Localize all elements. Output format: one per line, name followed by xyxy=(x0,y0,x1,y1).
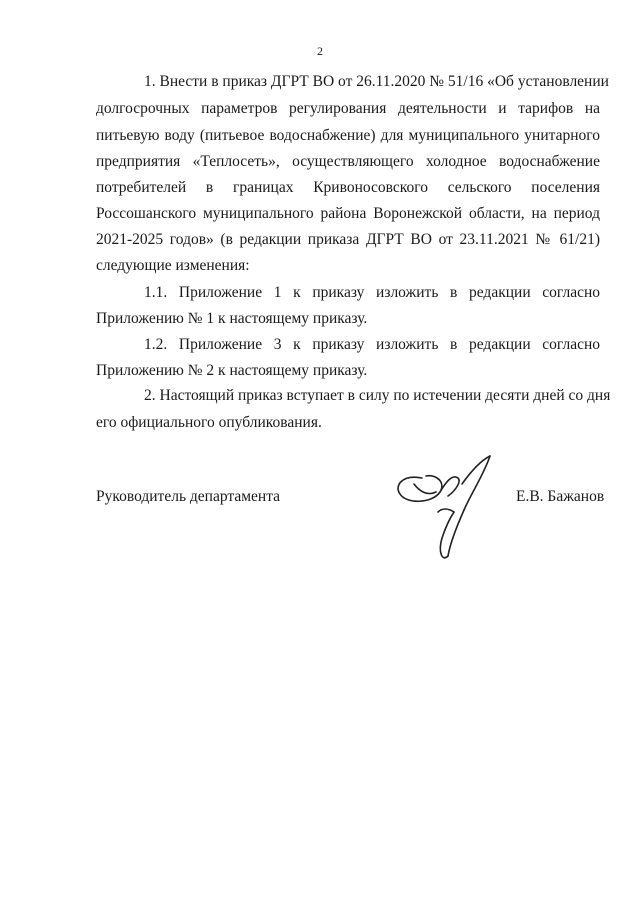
text-line: 1.2. Приложение 3 к приказу изложить в редакции согласно xyxy=(144,336,600,353)
text-line: Приложению № 2 к настоящему приказу. xyxy=(96,362,368,379)
text-line: долгосрочных параметров регулирования деятельности и тарифов на xyxy=(96,100,600,117)
signatory-name: Е.В. Бажанов xyxy=(516,488,605,505)
text-line: потребителей в границах Кривоносовского сельского поселения xyxy=(96,179,600,196)
signatory-title: Руководитель департамента xyxy=(96,488,281,505)
text-line: питьевую воду (питьевое водоснабжение) для муниципального унитарного xyxy=(96,127,600,144)
text-line: Приложению № 1 к настоящему приказу. xyxy=(96,310,368,327)
text-line: предприятия «Теплосеть», осуществляющего холодное водоснабжение xyxy=(96,153,600,170)
text-line: 2021-2025 годов» (в редакции приказа ДГРТ ВО от 23.11.2021 № 61/21) xyxy=(96,231,600,248)
text-line: 1. Внести в приказ ДГРТ ВО от 26.11.2020 № 51/16 «Об установлении xyxy=(144,73,609,90)
text-line: 2. Настоящий приказ вступает в силу по истечении десяти дней со дня xyxy=(144,387,611,404)
text-line: Россошанского муниципального района Воронежской области, на период xyxy=(96,205,600,222)
text-line: следующие изменения: xyxy=(96,257,250,274)
handwritten-signature xyxy=(392,452,502,572)
text-line: 1.1. Приложение 1 к приказу изложить в редакции согласно xyxy=(144,284,600,301)
text-line: его официального опубликования. xyxy=(96,414,322,431)
page-number: 2 xyxy=(317,44,323,58)
